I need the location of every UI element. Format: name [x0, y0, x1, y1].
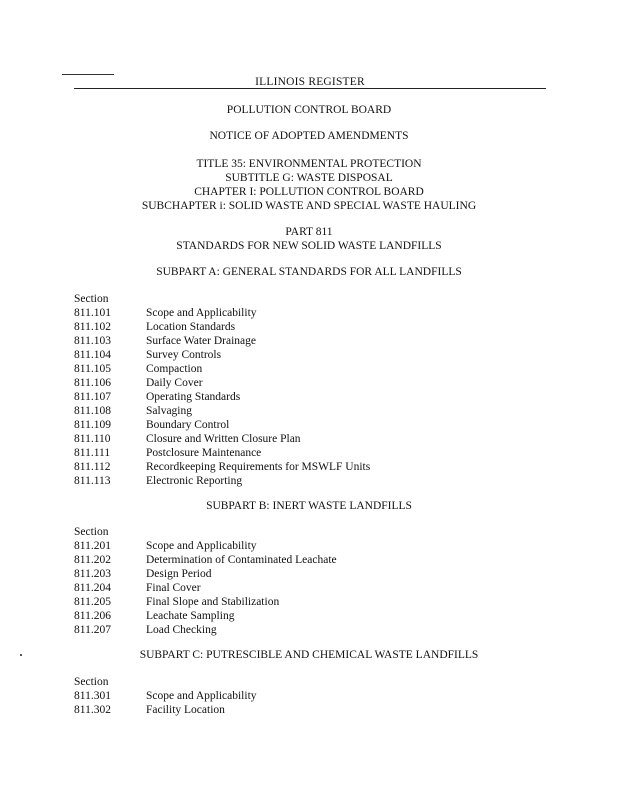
section-number: 811.206	[74, 610, 111, 622]
margin-speck	[20, 654, 22, 656]
section-title: Final Cover	[146, 582, 201, 594]
section-number: 811.101	[74, 307, 111, 319]
section-row	[74, 349, 494, 363]
section-number: 811.112	[74, 461, 111, 473]
section-number: 811.111	[74, 447, 111, 459]
section-number: 811.302	[74, 704, 111, 716]
section-row	[74, 596, 494, 610]
section-number: 811.104	[74, 349, 111, 361]
subpart-c-heading: SUBPART C: PUTRESCIBLE AND CHEMICAL WASTE LANDFILLS	[139, 649, 479, 661]
section-row	[74, 610, 494, 624]
header-rule	[74, 88, 546, 89]
section-title: Boundary Control	[146, 419, 230, 431]
subpart-b-section-label: Section	[74, 526, 109, 538]
section-number: 811.205	[74, 596, 111, 608]
section-row	[74, 475, 494, 489]
section-row	[74, 363, 494, 377]
section-title: Survey Controls	[146, 349, 222, 361]
section-row	[74, 540, 494, 554]
subpart-b-heading: SUBPART B: INERT WASTE LANDFILLS	[206, 500, 412, 512]
section-number: 811.103	[74, 335, 111, 347]
section-row	[74, 447, 494, 461]
section-row	[74, 321, 494, 335]
section-row	[74, 307, 494, 321]
section-title: Leachate Sampling	[146, 610, 235, 622]
section-title: Final Slope and Stabilization	[146, 596, 280, 608]
section-row	[74, 568, 494, 582]
section-row	[74, 704, 494, 718]
section-number: 811.207	[74, 624, 111, 636]
section-number: 811.109	[74, 419, 111, 431]
section-title: Closure and Written Closure Plan	[146, 433, 301, 445]
section-title: Compaction	[146, 363, 203, 375]
section-row	[74, 405, 494, 419]
section-title: Scope and Applicability	[146, 690, 257, 702]
section-row	[74, 419, 494, 433]
section-number: 811.204	[74, 582, 111, 594]
section-title: Location Standards	[146, 321, 236, 333]
section-title: Salvaging	[146, 405, 192, 417]
section-number: 811.105	[74, 363, 111, 375]
section-number: 811.107	[74, 391, 111, 403]
section-row	[74, 461, 494, 475]
header-stub-rule	[62, 74, 114, 75]
section-number: 811.203	[74, 568, 111, 580]
section-row	[74, 377, 494, 391]
board-name: POLLUTION CONTROL BOARD	[226, 104, 392, 116]
part-number: PART 811	[285, 226, 333, 238]
section-row	[74, 624, 494, 638]
section-number: 811.102	[74, 321, 111, 333]
title-line: TITLE 35: ENVIRONMENTAL PROTECTION	[196, 158, 422, 170]
section-row	[74, 433, 494, 447]
section-title: Operating Standards	[146, 391, 241, 403]
section-number: 811.201	[74, 540, 111, 552]
section-title: Scope and Applicability	[146, 307, 257, 319]
section-row	[74, 335, 494, 349]
section-number: 811.110	[74, 433, 111, 445]
subpart-a-heading: SUBPART A: GENERAL STANDARDS FOR ALL LANDFILLS	[156, 266, 462, 278]
section-title: Surface Water Drainage	[146, 335, 256, 347]
section-title: Recordkeeping Requirements for MSWLF Units	[146, 461, 371, 473]
section-title: Design Period	[146, 568, 212, 580]
section-row	[74, 391, 494, 405]
chapter-line: CHAPTER I: POLLUTION CONTROL BOARD	[194, 186, 424, 198]
subpart-c-section-label: Section	[74, 676, 109, 688]
section-number: 811.108	[74, 405, 111, 417]
register-header: ILLINOIS REGISTER	[255, 76, 365, 88]
section-title: Load Checking	[146, 624, 217, 636]
section-title: Electronic Reporting	[146, 475, 243, 487]
section-row	[74, 582, 494, 596]
section-row	[74, 554, 494, 568]
section-number: 811.106	[74, 377, 111, 389]
section-number: 811.202	[74, 554, 111, 566]
section-number: 811.301	[74, 690, 111, 702]
notice-title: NOTICE OF ADOPTED AMENDMENTS	[209, 130, 409, 142]
section-title: Determination of Contaminated Leachate	[146, 554, 337, 566]
section-title: Facility Location	[146, 704, 225, 716]
section-title: Scope and Applicability	[146, 540, 257, 552]
subchapter-line: SUBCHAPTER i: SOLID WASTE AND SPECIAL WASTE HAULING	[141, 200, 477, 212]
section-row	[74, 690, 494, 704]
section-title: Postclosure Maintenance	[146, 447, 262, 459]
part-title: STANDARDS FOR NEW SOLID WASTE LANDFILLS	[176, 240, 442, 252]
section-number: 811.113	[74, 475, 111, 487]
section-title: Daily Cover	[146, 377, 203, 389]
subtitle-line: SUBTITLE G: WASTE DISPOSAL	[225, 172, 393, 184]
subpart-a-section-label: Section	[74, 293, 109, 305]
